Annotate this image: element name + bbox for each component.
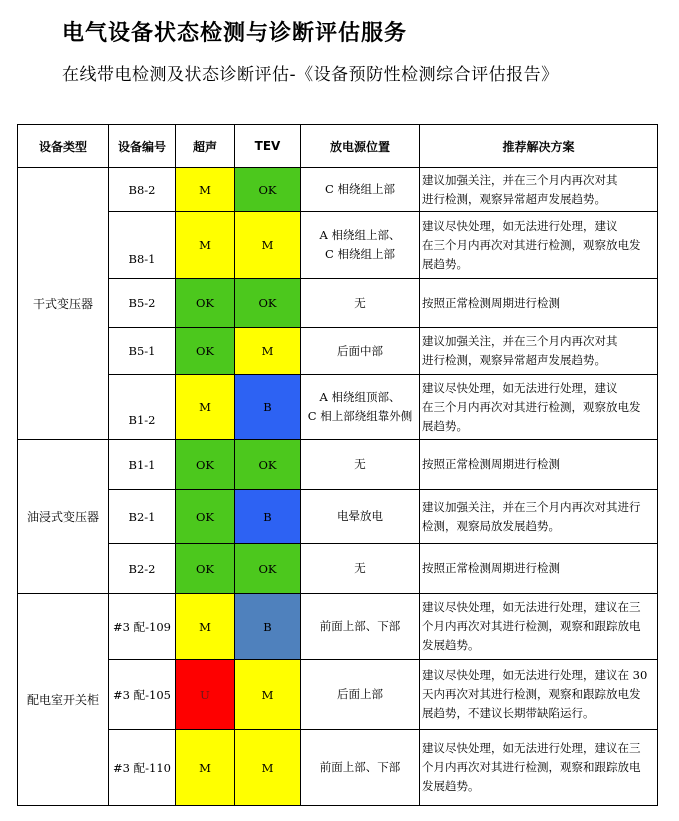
- solution-text: 建议尽快处理，如无法进行处理，建议 在三个月内再次对其进行检测，观察放电发 展趋势。: [420, 212, 658, 279]
- device-code: B1-2: [109, 375, 176, 440]
- header-solution: 推荐解决方案: [420, 125, 658, 168]
- header-device-type: 设备类型: [18, 125, 109, 168]
- header-discharge-location: 放电源位置: [301, 125, 420, 168]
- tev-status: OK: [235, 440, 301, 490]
- solution-text: 建议尽快处理，如无法进行处理，建议在三 个月内再次对其进行检测，观察和跟踪放电 发展趋势。: [420, 730, 658, 806]
- discharge-location: 无: [301, 440, 420, 490]
- table-row: [18, 375, 658, 440]
- solution-text: 按照正常检测周期进行检测: [420, 440, 658, 490]
- solution-text: 建议加强关注，并在三个月内再次对其进行 检测，观察局放发展趋势。: [420, 490, 658, 544]
- device-code: B5-1: [109, 328, 176, 375]
- ultrasonic-status: M: [176, 594, 235, 660]
- table-row: [18, 212, 658, 279]
- device-type-cell: 配电室开关柜: [18, 594, 109, 806]
- tev-status: M: [235, 328, 301, 375]
- table-row: [18, 660, 658, 730]
- ultrasonic-status: OK: [176, 490, 235, 544]
- ultrasonic-status: M: [176, 212, 235, 279]
- table-row: [18, 730, 658, 806]
- device-code: B2-2: [109, 544, 176, 594]
- discharge-location: 后面上部: [301, 660, 420, 730]
- table-row: [18, 279, 658, 328]
- table-row: [18, 490, 658, 544]
- discharge-location: 电晕放电: [301, 490, 420, 544]
- ultrasonic-status: U: [176, 660, 235, 730]
- table-row: [18, 168, 658, 212]
- tev-status: OK: [235, 544, 301, 594]
- tev-status: OK: [235, 279, 301, 328]
- discharge-location: C 相绕组上部: [301, 168, 420, 212]
- assessment-table: [17, 124, 658, 806]
- ultrasonic-status: M: [176, 168, 235, 212]
- tev-status: M: [235, 660, 301, 730]
- tev-status: B: [235, 490, 301, 544]
- device-code: #3 配-110: [109, 730, 176, 806]
- table-row: [18, 594, 658, 660]
- solution-text: 建议加强关注，并在三个月内再次对其 进行检测，观察异常超声发展趋势。: [420, 328, 658, 375]
- device-code: B8-2: [109, 168, 176, 212]
- discharge-location: 前面上部、下部: [301, 730, 420, 806]
- tev-status: B: [235, 375, 301, 440]
- ultrasonic-status: OK: [176, 544, 235, 594]
- table-row: [18, 544, 658, 594]
- tev-status: OK: [235, 168, 301, 212]
- table-row: [18, 440, 658, 490]
- discharge-location: 后面中部: [301, 328, 420, 375]
- solution-text: 建议尽快处理，如无法进行处理，建议 在三个月内再次对其进行检测，观察放电发 展趋势。: [420, 375, 658, 440]
- tev-status: M: [235, 730, 301, 806]
- ultrasonic-status: OK: [176, 328, 235, 375]
- header-device-code: 设备编号: [109, 125, 176, 168]
- solution-text: 按照正常检测周期进行检测: [420, 279, 658, 328]
- solution-text: 建议加强关注，并在三个月内再次对其 进行检测，观察异常超声发展趋势。: [420, 168, 658, 212]
- ultrasonic-status: OK: [176, 440, 235, 490]
- device-code: B2-1: [109, 490, 176, 544]
- discharge-location: 无: [301, 544, 420, 594]
- device-code: B8-1: [109, 212, 176, 279]
- device-type-cell: 油浸式变压器: [18, 440, 109, 594]
- solution-text: 按照正常检测周期进行检测: [420, 544, 658, 594]
- header-ultrasonic: 超声: [176, 125, 235, 168]
- solution-text: 建议尽快处理，如无法进行处理，建议在 30 天内再次对其进行检测，观察和跟踪放电发 展趋势，不建议长期带缺陷运行。: [420, 660, 658, 730]
- ultrasonic-status: OK: [176, 279, 235, 328]
- discharge-location: 前面上部、下部: [301, 594, 420, 660]
- discharge-location: A 相绕组顶部、 C 相上部绕组靠外侧: [301, 375, 420, 440]
- device-type-cell: 干式变压器: [18, 168, 109, 440]
- ultrasonic-status: M: [176, 730, 235, 806]
- page-title: 电气设备状态检测与诊断评估服务: [62, 21, 408, 46]
- page-subtitle: 在线带电检测及状态诊断评估-《设备预防性检测综合评估报告》: [62, 65, 559, 85]
- header-tev: TEV: [235, 125, 301, 168]
- tev-status: B: [235, 594, 301, 660]
- table-header-row: [18, 125, 658, 168]
- solution-text: 建议尽快处理，如无法进行处理，建议在三 个月内再次对其进行检测，观察和跟踪放电 发展趋势。: [420, 594, 658, 660]
- ultrasonic-status: M: [176, 375, 235, 440]
- table-row: [18, 328, 658, 375]
- discharge-location: A 相绕组上部、 C 相绕组上部: [301, 212, 420, 279]
- discharge-location: 无: [301, 279, 420, 328]
- device-code: #3 配-105: [109, 660, 176, 730]
- device-code: B5-2: [109, 279, 176, 328]
- device-code: B1-1: [109, 440, 176, 490]
- device-code: #3 配-109: [109, 594, 176, 660]
- tev-status: M: [235, 212, 301, 279]
